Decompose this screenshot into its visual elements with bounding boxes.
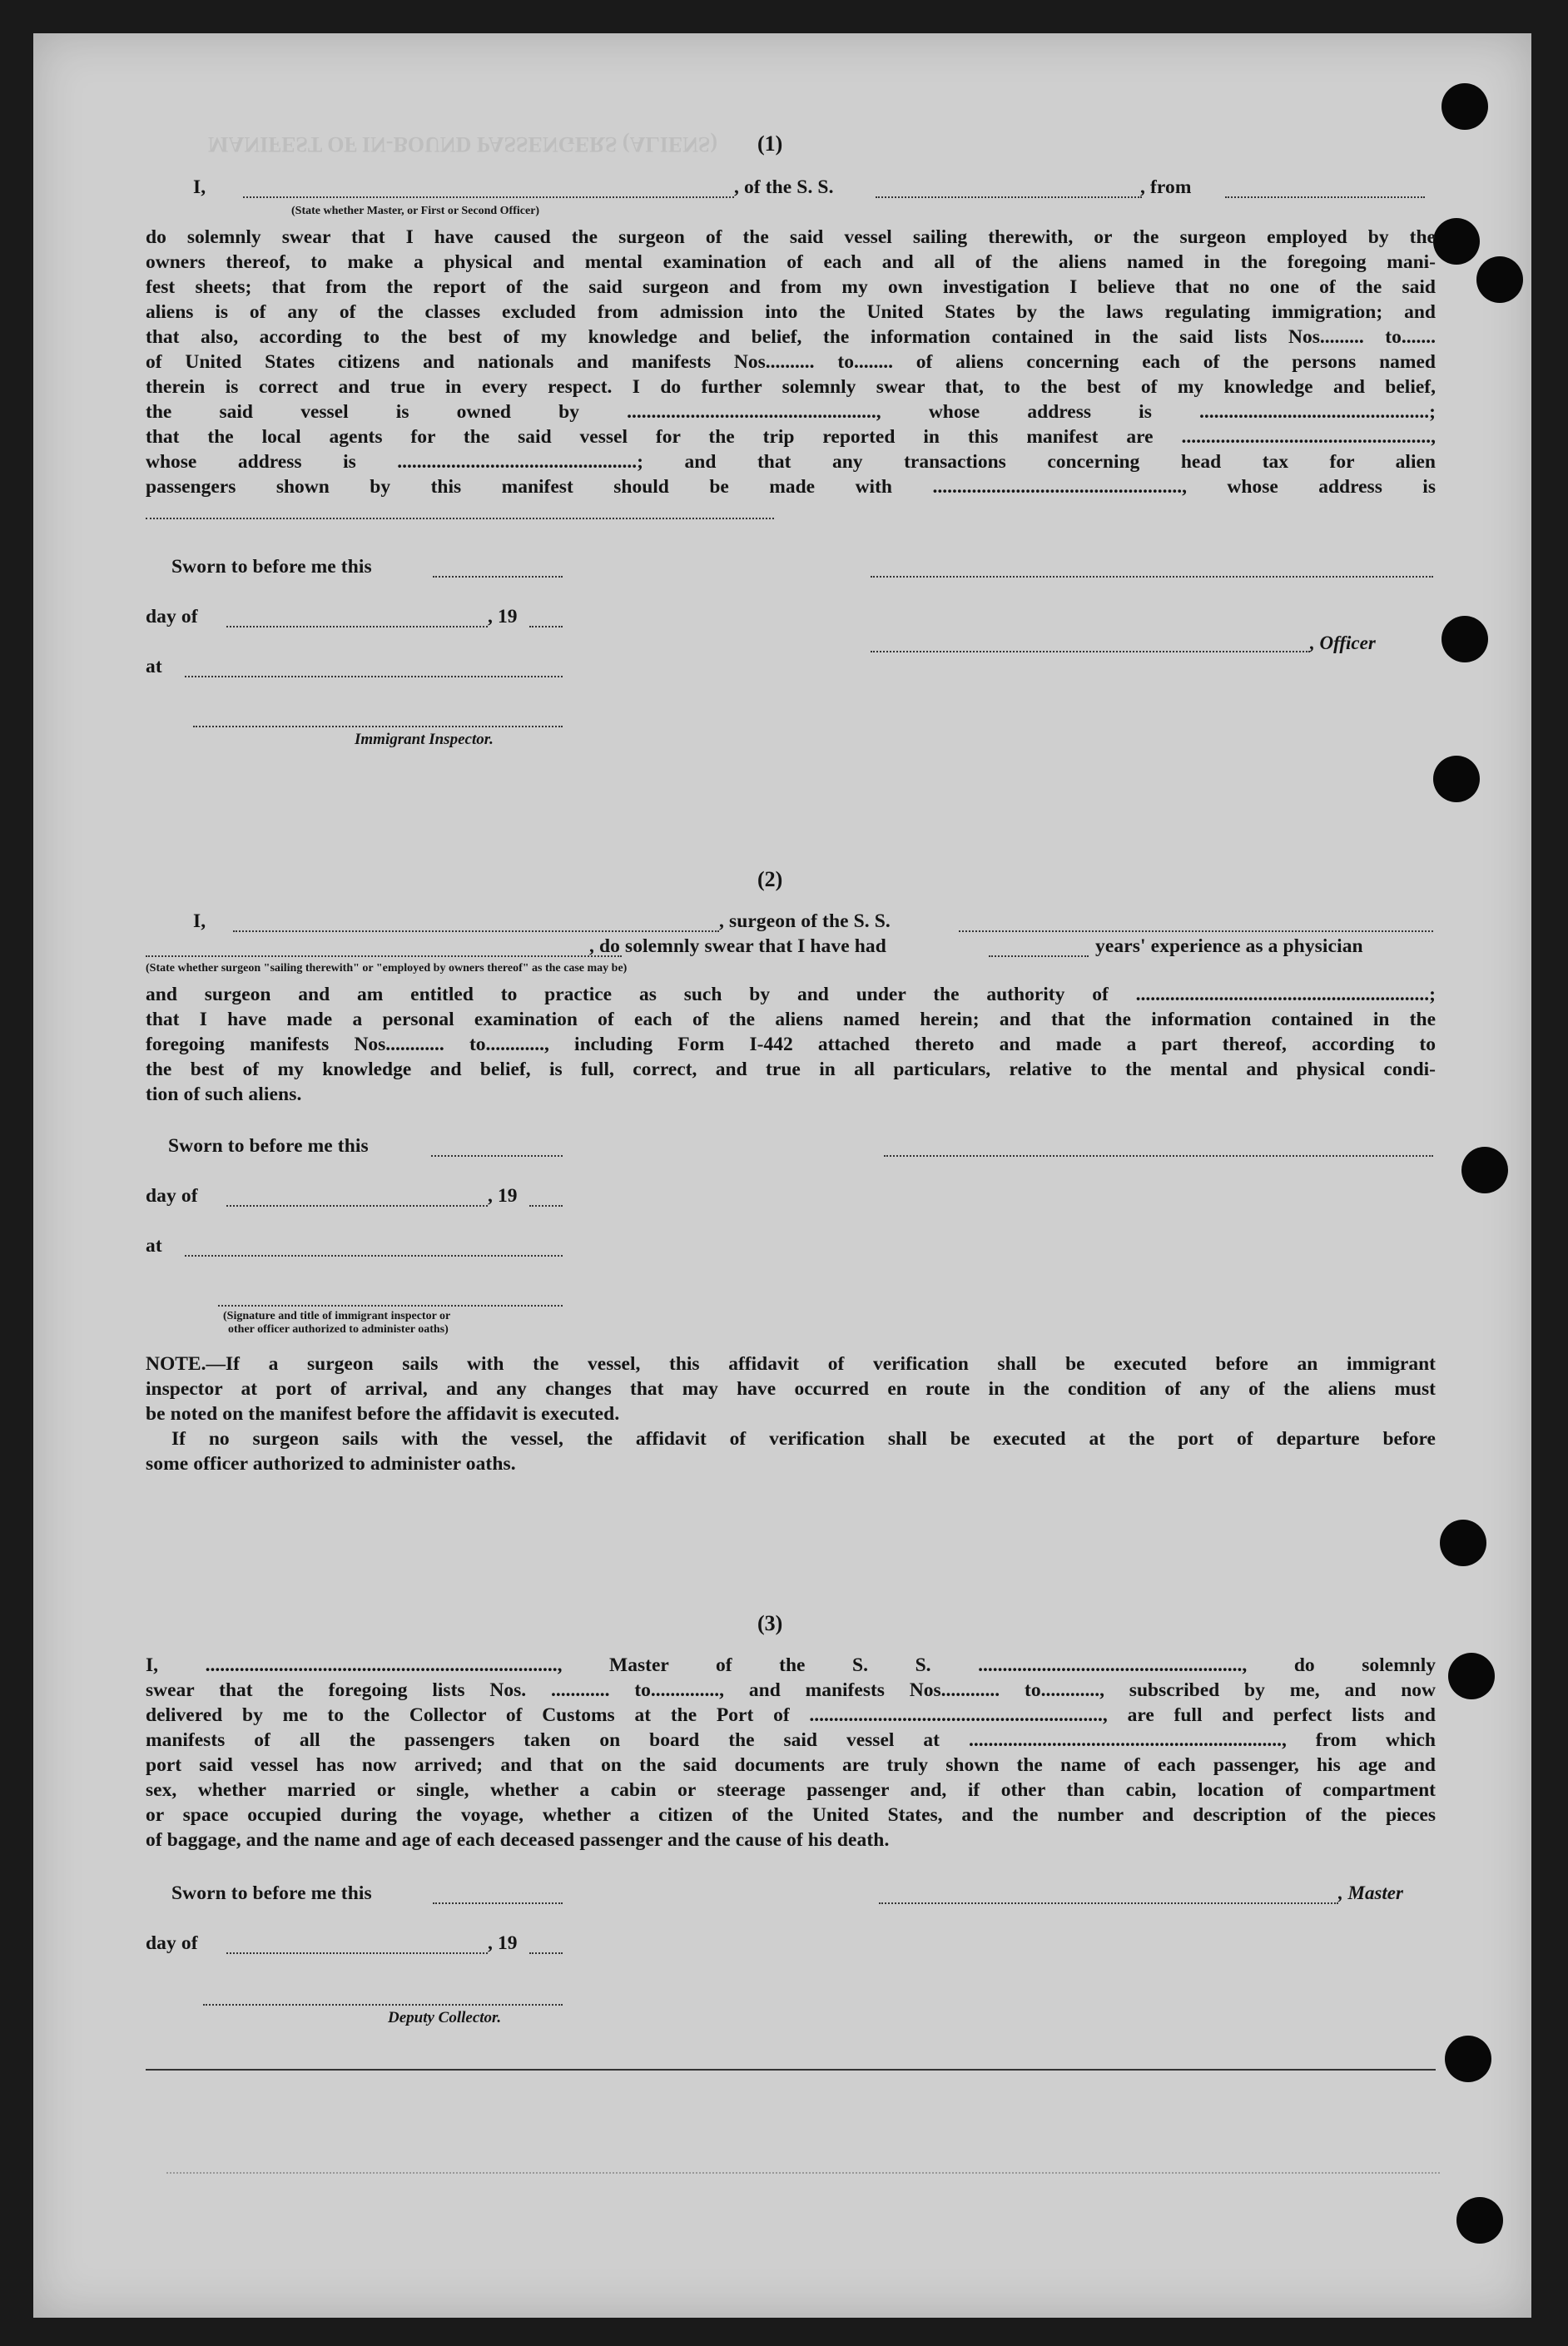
punch-hole xyxy=(1448,1653,1495,1699)
s2-at-label: at xyxy=(146,1235,162,1257)
section-3-number: (3) xyxy=(757,1611,783,1635)
s2-body-line: tion of such aliens. xyxy=(146,1084,302,1105)
s2-at-field[interactable] xyxy=(185,1255,563,1257)
punch-hole xyxy=(1461,1147,1508,1193)
s1-officer-title-field[interactable] xyxy=(243,196,734,198)
s2-note-line: inspector at port of arrival, and any changes that may have occurred en route in the condition of any of the aliens must xyxy=(146,1378,1436,1400)
s3-body-line: or space occupied during the voyage, whether a citizen of the United States, and the number and description of the pieces xyxy=(146,1804,1436,1826)
s2-day-field[interactable] xyxy=(226,1205,488,1207)
s3-collector-signature-line[interactable] xyxy=(203,2004,563,2006)
s1-body-line: that the local agents for the said vessel for the trip reported in this manifest are ..................................................., xyxy=(146,426,1436,448)
document-page xyxy=(33,33,1531,2318)
section-1-number: (1) xyxy=(757,131,783,156)
s1-body-line: aliens is of any of the classes excluded from admission into the United States by the laws regulating immigration; and xyxy=(146,301,1436,323)
s3-body-line: of baggage, and the name and age of each deceased passenger and the cause of his death. xyxy=(146,1829,890,1851)
s2-body-line: the best of my knowledge and belief, is full, correct, and true in all particulars, relative to the mental and physical condi- xyxy=(146,1059,1436,1080)
s2-day-of-label: day of xyxy=(146,1185,198,1207)
s2-vessel-field[interactable] xyxy=(959,930,1433,932)
bottom-faint-line xyxy=(166,2172,1440,2174)
s1-body-line: that also, according to the best of my knowledge and belief, the information contained in the said lists Nos......... to....... xyxy=(146,326,1436,348)
s1-at-label: at xyxy=(146,656,162,677)
s1-body-line: whose address is .................................................; and that any transactions concerning head tax for alien xyxy=(146,451,1436,473)
s1-officer-label: , Officer xyxy=(1310,632,1376,653)
s1-address-continuation-field[interactable] xyxy=(146,518,774,519)
s3-collector-label: Deputy Collector. xyxy=(388,2009,502,2026)
s2-surgeon-signature-line[interactable] xyxy=(884,1155,1433,1157)
s2-line2-end: years' experience as a physician xyxy=(1095,935,1363,957)
s1-year-field[interactable] xyxy=(529,626,563,627)
s2-body-line: that I have made a personal examination of each of the aliens named herein; and that the information contained in the xyxy=(146,1009,1436,1030)
punch-hole xyxy=(1440,1520,1486,1566)
s3-day-of-label: day of xyxy=(146,1932,198,1954)
punch-hole xyxy=(1433,756,1480,802)
s1-sworn-label: Sworn to before me this xyxy=(171,556,372,578)
bleed-through-text: MANIFEST OF IN-BOUND PASSENGERS (ALIENS) xyxy=(208,132,718,156)
s3-day-field[interactable] xyxy=(226,1952,488,1954)
s1-inspector-label: Immigrant Inspector. xyxy=(355,731,494,748)
s3-sworn-label: Sworn to before me this xyxy=(171,1882,372,1904)
punch-hole xyxy=(1445,2036,1491,2082)
s3-master-signature-line[interactable] xyxy=(879,1902,1338,1904)
s2-sworn-date-field[interactable] xyxy=(431,1155,563,1157)
s2-note-line: If no surgeon sails with the vessel, the affidavit of verification shall be executed at the port of departure before xyxy=(171,1428,1436,1450)
bottom-rule xyxy=(146,2069,1436,2071)
s1-line1-mid: , of the S. S. xyxy=(734,176,834,198)
s1-day-field[interactable] xyxy=(226,626,488,627)
s3-year-field[interactable] xyxy=(529,1952,563,1954)
s3-body-line: I, ........................................................................, Master of the S. S. ......................................................, do solemnly xyxy=(146,1654,1436,1676)
s3-year-label: , 19 xyxy=(488,1932,518,1954)
s1-body-line: therein is correct and true in every respect. I do further solemnly swear that, to the best of my knowledge and belief, xyxy=(146,376,1436,398)
s1-body-line: do solemnly swear that I have caused the surgeon of the said vessel sailing therewith, or the surgeon employed by the xyxy=(146,226,1436,248)
s2-sig-caption: (Signature and title of immigrant inspector or xyxy=(223,1310,451,1322)
s2-surgeon-name-field[interactable] xyxy=(233,930,719,932)
punch-hole xyxy=(1476,256,1523,303)
s3-body-line: manifests of all the passengers taken on board the said vessel at ................................................................, from which xyxy=(146,1729,1436,1751)
s2-years-field[interactable] xyxy=(989,955,1089,957)
s3-sworn-date-field[interactable] xyxy=(433,1902,563,1904)
punch-hole xyxy=(1433,218,1480,265)
s2-line1-mid: , surgeon of the S. S. xyxy=(719,910,891,932)
s1-body-line: of United States citizens and nationals and manifests Nos.......... to........ of aliens concerning each of the persons named xyxy=(146,351,1436,373)
s1-officer-name-field[interactable] xyxy=(871,651,1310,652)
s3-master-label: , Master xyxy=(1338,1882,1403,1903)
s2-note-line: some officer authorized to administer oaths. xyxy=(146,1453,516,1475)
s3-body-line: sex, whether married or single, whether a cabin or steerage passenger and, if other than cabin, location of compartment xyxy=(146,1779,1436,1801)
s1-from-field[interactable] xyxy=(1225,196,1425,198)
punch-hole xyxy=(1441,616,1488,662)
s1-line1-end: , from xyxy=(1140,176,1192,198)
s2-body-line: foregoing manifests Nos............ to............, including Form I-442 attached thereto and made a part thereof, according to xyxy=(146,1034,1436,1055)
s2-body-line: and surgeon and am entitled to practice as such by and under the authority of ............................................................; xyxy=(146,984,1436,1005)
s1-year-label: , 19 xyxy=(488,606,518,627)
s2-sworn-label: Sworn to before me this xyxy=(168,1135,369,1157)
s2-line1-prefix: I, xyxy=(193,910,206,932)
s1-body-line: passengers shown by this manifest should be made with ..................................................., whose address is xyxy=(146,476,1436,498)
punch-hole xyxy=(1456,2197,1503,2244)
s2-note-line: NOTE.—If a surgeon sails with the vessel, this affidavit of verification shall be executed before an immigrant xyxy=(146,1353,1436,1375)
s2-note-line: be noted on the manifest before the affidavit is executed. xyxy=(146,1403,620,1425)
s2-line2-mid: , do solemnly swear that I have had xyxy=(589,935,886,957)
s2-caption: (State whether surgeon "sailing therewith" or "employed by owners thereof" as the case may be) xyxy=(146,962,628,975)
s2-sig-caption: other officer authorized to administer oaths) xyxy=(228,1323,449,1336)
s2-year-label: , 19 xyxy=(488,1185,518,1207)
s1-sworn-date-field[interactable] xyxy=(433,576,563,578)
s1-body-line: the said vessel is owned by ..................................................., whose address is ...............................................; xyxy=(146,401,1436,423)
s1-body-line: fest sheets; that from the report of the said surgeon and from my own investigation I believe that no one of the said xyxy=(146,276,1436,298)
s3-body-line: swear that the foregoing lists Nos. ............ to.............., and manifests Nos............ to............, subscribed by me, and now xyxy=(146,1679,1436,1701)
s2-year-field[interactable] xyxy=(529,1205,563,1207)
s1-body-line: owners thereof, to make a physical and mental examination of each and all of the aliens named in the foregoing mani- xyxy=(146,251,1436,273)
s1-vessel-field[interactable] xyxy=(876,196,1142,198)
s2-surgeon-status-field[interactable] xyxy=(146,955,622,957)
section-2-number: (2) xyxy=(757,867,783,891)
s2-inspector-signature-line[interactable] xyxy=(218,1305,563,1307)
s1-line1-prefix: I, xyxy=(193,176,206,198)
punch-hole xyxy=(1441,83,1488,130)
s1-caption: (State whether Master, or First or Second Officer) xyxy=(291,205,540,217)
s1-at-field[interactable] xyxy=(185,676,563,677)
s3-body-line: port said vessel has now arrived; and that on the said documents are truly shown the name of each passenger, his age and xyxy=(146,1754,1436,1776)
s1-day-of-label: day of xyxy=(146,606,198,627)
s1-officer-signature-line[interactable] xyxy=(871,576,1433,578)
s3-body-line: delivered by me to the Collector of Customs at the Port of ............................................................, are full and perfect lists and xyxy=(146,1704,1436,1726)
s1-inspector-signature-line[interactable] xyxy=(193,726,563,727)
